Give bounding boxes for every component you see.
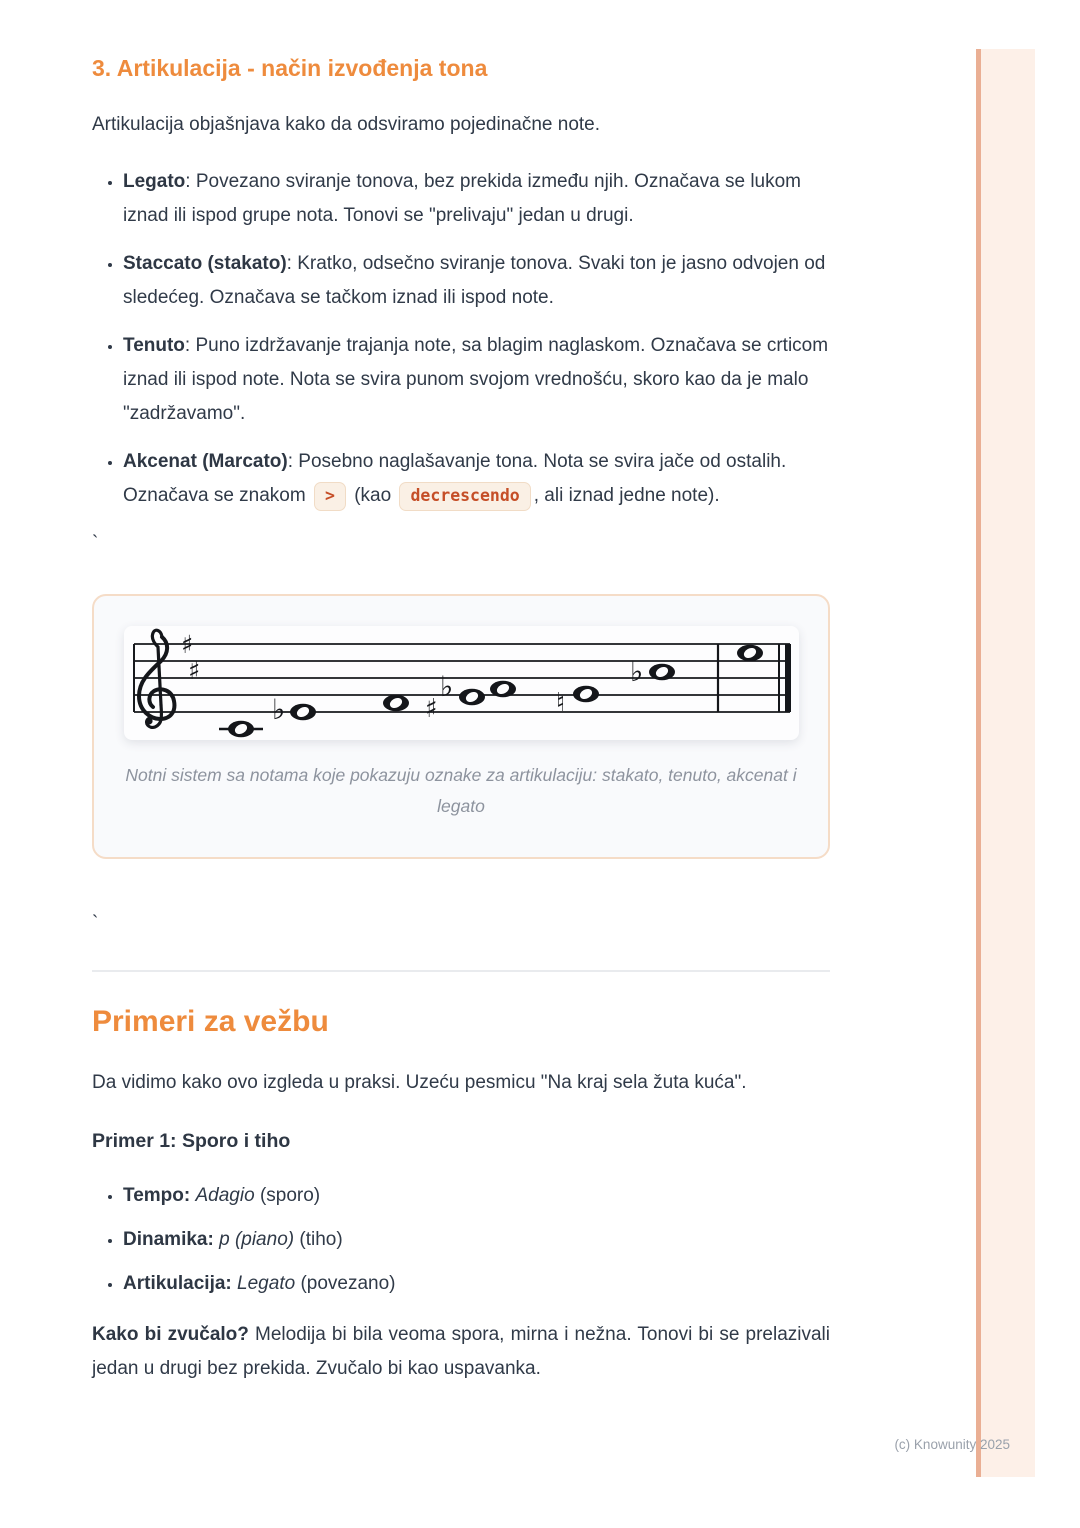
articulation-list [92,165,830,513]
dinamika-note: (tiho) [299,1229,343,1250]
term-akcenat-before: : Posebno naglašavanje tona. Nota se svira jače od ostalih. Označava se znakom [123,451,787,506]
list-item-artikulacija [123,1267,830,1300]
flat-glyph: ♭ [629,655,643,688]
conclusion-text: Melodija bi bila veoma spora, mirna i nežna. Tonovi bi se prelazivali jedan u drugi bez prekida. Zvučalo bi kao uspavanka. [92,1324,830,1379]
practice-intro: Da vidimo kako ovo izgleda u praksi. Uzeću pesmicu "Na kraj sela žuta kuća". [92,1072,747,1093]
example-title: Primer 1: Sporo i tiho [92,1130,291,1152]
figure-caption: Notni sistem sa notama koje pokazuju oznake za artikulaciju: stakato, tenuto, akcenat i legato [125,765,797,816]
key-sharp-1: ♯ [180,630,193,659]
section-divider [92,970,830,972]
term-akcenat-after: , ali iznad jedne note). [533,485,720,506]
term-tenuto-text: : Puno izdržavanje trajanja note, sa blagim naglaskom. Označava se crticom iznad ili ispod note. Nota se svira punom svojom vrednošću, skoro kao da je malo "zadržavamo". [123,335,829,424]
practice-heading: Primeri za vežbu [92,1005,329,1038]
term-tenuto: Tenuto [123,335,185,356]
decrescendo-code: decrescendo [399,482,530,511]
artikulacija-note: (povezano) [300,1273,396,1294]
list-item-legato [123,165,830,233]
list-item-staccato [123,247,830,315]
term-akcenat-mid: (kao [354,485,392,506]
dinamika-label: Dinamika: [123,1229,214,1250]
list-item-tenuto [123,329,830,431]
conclusion-label: Kako bi zvučalo? [92,1324,249,1345]
term-legato: Legato [123,171,186,192]
flat-glyph: ♭ [439,670,453,703]
flat-glyph: ♭ [271,693,285,726]
tempo-label: Tempo: [123,1185,191,1206]
term-staccato-text: : Kratko, odsečno sviranje tonova. Svaki ton je jasno odvojen od sledećeg. Označava se tačkom iznad ili ispod note. [123,253,826,308]
artikulacija-value: Legato [237,1273,296,1294]
list-item-akcenat [123,445,830,513]
section-intro: Artikulacija objašnjava kako da odsviramo pojedinačne note. [92,114,601,135]
term-staccato: Staccato (stakato) [123,253,287,274]
sharp-glyph: ♯ [424,694,438,724]
right-accent-stripe [976,49,1035,1477]
tempo-note: (sporo) [259,1185,321,1206]
term-akcenat: Akcenat (Marcato) [123,451,288,472]
dinamika-value: p (piano) [219,1229,295,1250]
list-item-tempo [123,1179,830,1212]
tempo-value: Adagio [195,1185,255,1206]
list-item-dinamika [123,1223,830,1256]
section-heading: 3. Artikulacija - način izvođenja tona [92,55,488,81]
document-content [92,0,830,1386]
example-settings-list [92,1179,830,1300]
conclusion-paragraph [92,1318,830,1386]
artikulacija-label: Artikulacija: [123,1273,232,1294]
natural-glyph: ♮ [555,688,565,718]
music-staff-svg [124,626,799,740]
notation-figure [92,594,830,859]
term-legato-text: : Povezano sviranje tonova, bez prekida između njih. Označava se lukom iznad ili ispod grupe nota. Tonovi se "prelivaju" jedan u drugi. [123,171,801,226]
music-staff-image [124,626,799,740]
stray-backtick-1: ` [92,533,99,554]
key-sharp-2: ♯ [187,656,200,685]
stray-backtick-2: ` [92,913,99,934]
copyright: (c) Knowunity 2025 [894,1437,1010,1452]
accent-symbol-code: > [314,482,346,511]
